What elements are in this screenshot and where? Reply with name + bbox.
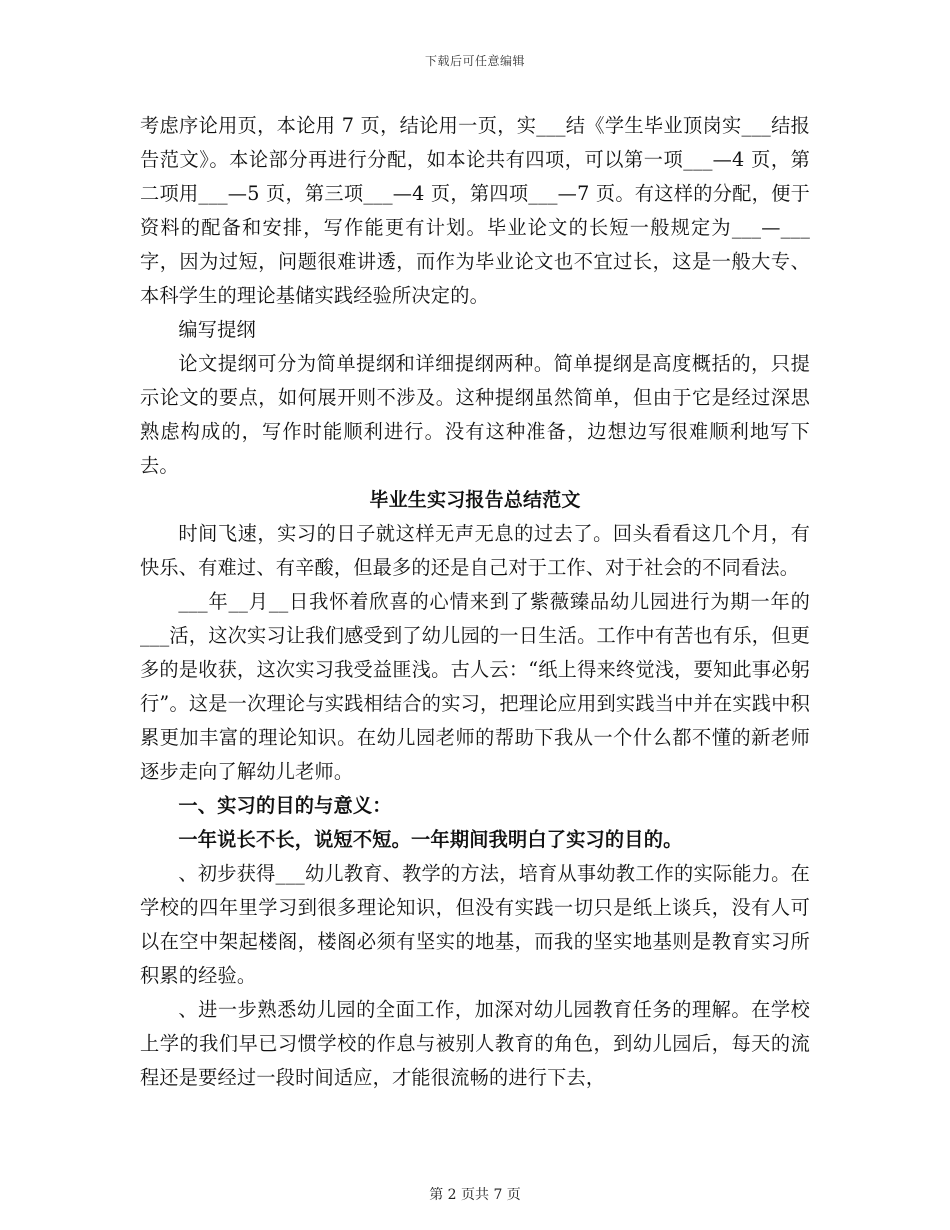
paragraph-internship-start: ___年__月__日我怀着欣喜的心情来到了紫薇臻品幼儿园进行为期一年的___活，这次实习让我们感受到了幼儿园的一日生活。工作中有苦也有乐，但更多的是收获，这次实习我受益匪浅。古人云：“纸上得来终觉浅，要知此事必躬行”。这是一次理论与实践相结合的实习，把理论应用到实践当中并在实践中积累更加丰富的理论知识。在幼儿园老师的帮助下我从一个什么都不懂的新老师逐步走向了解幼儿老师。	[140, 590, 810, 783]
paragraph-outline-allocation: 考虑序论用页，本论用 7 页，结论用一页，实___结《学生毕业顶岗实___结报告范文》。本论部分再进行分配，如本论共有四项，可以第一项___—4 页，第二项用___—5 页，第三项___—4 页，第四项___—7 页。有这样的分配，便于资料的配备和安排，写作能更有计划。毕业论文的长短一般规定为___—___字，因为过短，问题很难讲透，而作为毕业论文也不宜过长，这是一般大专、本科学生的理论基储实践经验所决定的。	[140, 114, 810, 307]
page-header: 下载后可任意编辑	[424, 54, 525, 68]
paragraph-time-flies: 时间飞速，实习的日子就这样无声无息的过去了。回头看看这几个月，有快乐、有难过、有辛酸，但最多的还是自己对于工作、对于社会的不同看法。	[140, 522, 810, 579]
paragraph-point-two: 、进一步熟悉幼儿园的全面工作，加深对幼儿园教育任务的理解。在学校上学的我们早已习惯学校的作息与被别人教育的角色，到幼儿园后，每天的流程还是要经过一段时间适应，才能很流畅的进行下去，	[140, 998, 810, 1089]
paragraph-point-one: 、初步获得___幼儿教育、教学的方法，培育从事幼教工作的实际能力。在学校的四年里学习到很多理论知识，但没有实践一切只是纸上谈兵，没有人可以在空中架起楼阁，楼阁必须有坚实的地基，而我的坚实地基则是教育实习所积累的经验。	[140, 862, 810, 987]
page-footer: 第 2 页共 7 页	[429, 1187, 521, 1203]
paragraph-one-year: 一年说长不长，说短不短。一年期间我明白了实习的目的。	[178, 828, 683, 851]
section-title: 毕业生实习报告总结范文	[369, 489, 581, 511]
paragraph-outline-types: 论文提纲可分为简单提纲和详细提纲两种。简单提纲是高度概括的，只提示论文的要点，如何展开则不涉及。这种提纲虽然简单，但由于它是经过深思熟虑构成的，写作时能顺利进行。没有这种准备，边想边写很难顺利地写下去。	[140, 352, 810, 477]
heading-write-outline: 编写提纲	[178, 318, 256, 341]
document-body	[140, 109, 810, 1095]
heading-purpose: 一、实习的目的与意义：	[178, 794, 392, 817]
